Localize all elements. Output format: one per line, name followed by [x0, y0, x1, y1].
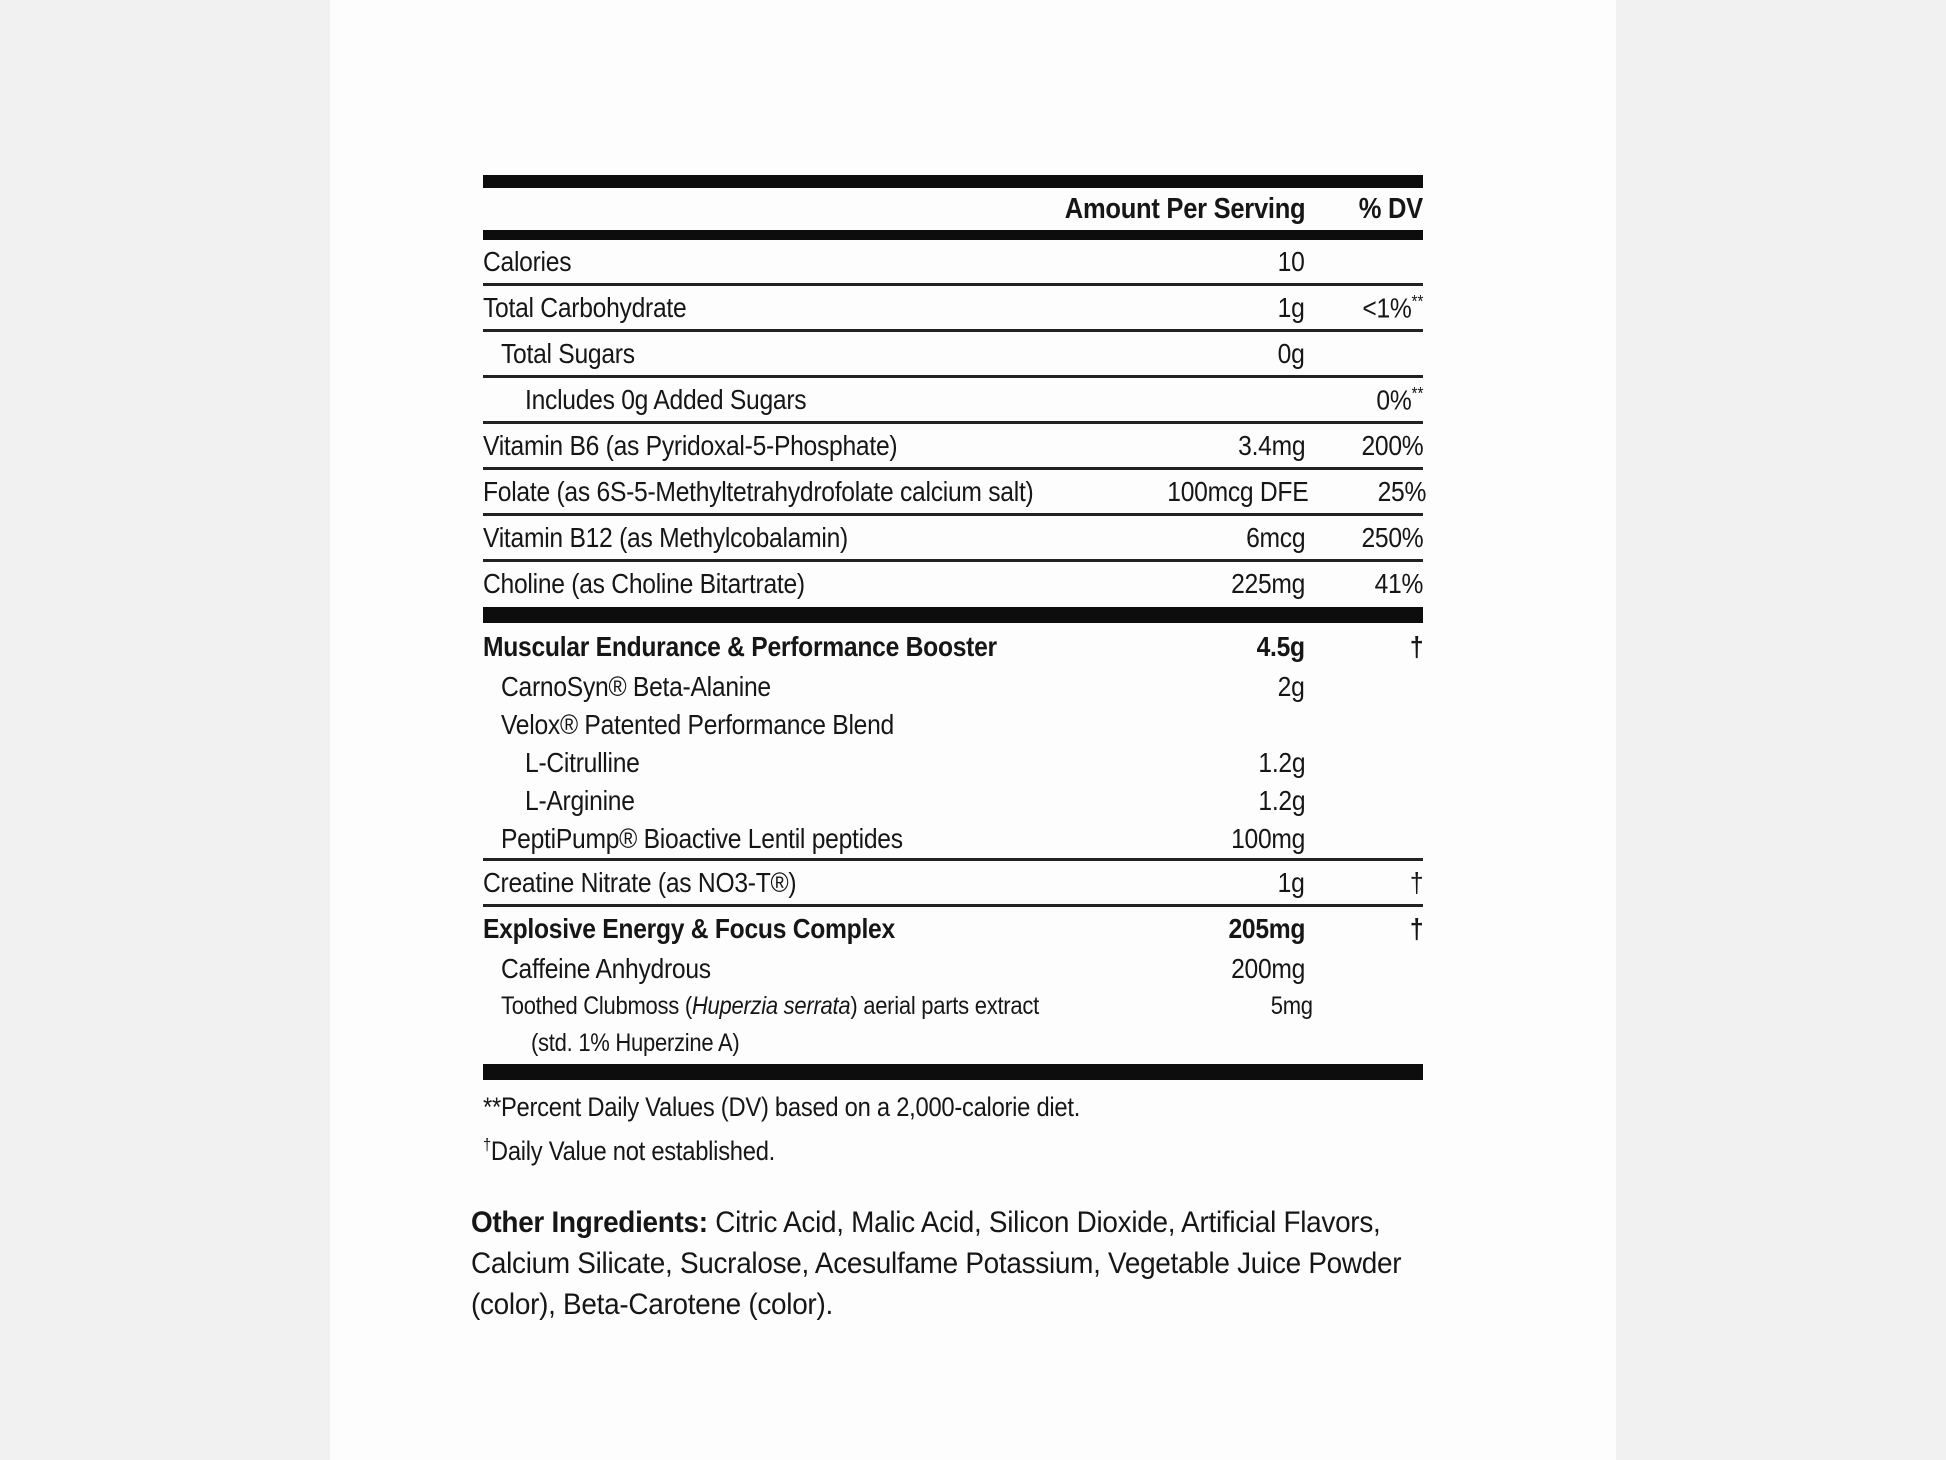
fact-amount: 4.5g [1256, 630, 1305, 662]
fact-dv [1312, 992, 1430, 1021]
fact-dv: 250% [1361, 521, 1423, 553]
fact-dv [1305, 823, 1423, 855]
fact-row [483, 424, 1423, 467]
section-bar [483, 607, 1423, 623]
fact-dv: 25% [1378, 475, 1427, 507]
fact-dv: <1%** [1361, 290, 1423, 324]
fact-row [483, 286, 1423, 329]
footnote-daily-values [483, 1089, 1423, 1126]
fact-row [483, 861, 1423, 904]
double-asterisk-marker: ** [483, 1092, 501, 1122]
fact-label: PeptiPump® Bioactive Lentil peptides [501, 823, 903, 854]
fact-dv: † [1409, 630, 1423, 662]
amount-column-header: Amount Per Serving [1064, 192, 1305, 225]
footnote-daily-values-body: Percent Daily Values (DV) based on a 2,000-calorie diet. [500, 1092, 1081, 1122]
fact-label: Velox® Patented Performance Blend [501, 709, 894, 740]
fact-row [483, 562, 1423, 605]
fact-label: Vitamin B6 (as Pyridoxal-5-Phosphate) [483, 429, 898, 461]
fact-dv [1305, 338, 1423, 370]
fact-amount [1105, 1029, 1305, 1058]
fact-row [483, 1025, 1423, 1062]
footnote-dv-not-established [483, 1126, 1423, 1170]
footnote-dv-not-established-text [483, 1126, 775, 1170]
fact-amount: 200mg [1230, 953, 1305, 984]
facts-rows [483, 240, 1427, 1080]
fact-amount: 1g [1278, 866, 1305, 898]
fact-dv [1305, 785, 1423, 817]
fact-dv [1305, 671, 1423, 703]
fact-amount: 1.2g [1258, 785, 1305, 816]
other-ingredients-text [471, 1202, 1457, 1325]
footnote-dv-not-established-body: Daily Value not established. [490, 1136, 776, 1166]
fact-row [483, 744, 1423, 782]
fact-label: Toothed Clubmoss (Huperzia serrata) aerial parts extract [501, 992, 1039, 1020]
fact-row [483, 706, 1423, 744]
fact-row [483, 820, 1423, 858]
fact-label: Vitamin B12 (as Methylcobalamin) [483, 521, 848, 553]
header-divider-bar [483, 230, 1423, 240]
fact-label: Total Carbohydrate [483, 291, 687, 323]
dv-column-header: % DV [1358, 192, 1423, 225]
fact-label: Calories [483, 245, 572, 277]
other-ingredients-list: Citric Acid, Malic Acid, Silicon Dioxide, Artificial Flavors, Calcium Silicate, Sucralose, Acesulfame Potassium, Vegetable Juice Powder (color), Beta-Carotene (color). [471, 1206, 1402, 1321]
fact-row [483, 907, 1423, 950]
fact-amount: 6mcg [1245, 521, 1305, 553]
fact-amount: 225mg [1230, 567, 1305, 599]
fact-row [483, 668, 1423, 706]
fact-row [483, 782, 1423, 820]
fact-amount: 3.4mg [1237, 429, 1305, 461]
fact-amount: 1.2g [1258, 747, 1305, 778]
dv-column-header-cell [1305, 193, 1423, 226]
fact-dv [1305, 1029, 1423, 1058]
fact-amount [1105, 709, 1305, 741]
facts-header-row [483, 188, 1423, 230]
fact-row [483, 378, 1423, 421]
fact-dv [1305, 246, 1423, 278]
fact-row [483, 516, 1423, 559]
fact-amount: 0g [1278, 337, 1305, 369]
fact-dv: 200% [1361, 429, 1423, 461]
footnote-daily-values-text [483, 1089, 1080, 1126]
supplement-facts-label [471, 175, 1427, 1325]
fact-label: (std. 1% Huperzine A) [531, 1029, 740, 1057]
fact-dv [1305, 747, 1423, 779]
fact-row [483, 470, 1427, 513]
fact-row [483, 625, 1423, 668]
other-ingredients [471, 1202, 1471, 1325]
fact-label: Explosive Energy & Focus Complex [483, 912, 895, 944]
fact-dv: † [1409, 912, 1423, 944]
fact-amount: 5mg [1270, 992, 1313, 1020]
fact-amount: 100mg [1230, 823, 1305, 854]
fact-row [483, 240, 1423, 283]
fact-amount: 205mg [1228, 912, 1305, 944]
fact-amount: 10 [1278, 245, 1305, 277]
fact-row [483, 988, 1423, 1025]
fact-label: Choline (as Choline Bitartrate) [483, 567, 805, 599]
fact-label: L-Citrulline [525, 747, 640, 778]
dagger-marker: † [483, 1135, 491, 1154]
fact-amount: 100mcg DFE [1167, 475, 1309, 507]
fact-row [483, 950, 1423, 988]
fact-amount [1105, 384, 1305, 416]
fact-dv: 41% [1374, 567, 1423, 599]
fact-dv [1305, 709, 1423, 741]
fact-label: Total Sugars [501, 337, 635, 369]
fact-dv: † [1409, 866, 1423, 898]
fact-label: Creatine Nitrate (as NO3-T®) [483, 866, 797, 898]
fact-label: CarnoSyn® Beta-Alanine [501, 671, 771, 702]
fact-dv: 0%** [1376, 382, 1423, 416]
fact-label: Caffeine Anhydrous [501, 953, 711, 984]
fact-label: Folate (as 6S-5-Methyltetrahydrofolate calcium salt) [483, 475, 1034, 507]
other-ingredients-lead: Other Ingredients: [471, 1206, 708, 1239]
fact-dv [1305, 953, 1423, 985]
fact-amount: 2g [1278, 671, 1305, 702]
footnotes [483, 1089, 1423, 1170]
fact-row [483, 332, 1423, 375]
table-top-bar [483, 175, 1423, 188]
fact-label: Includes 0g Added Sugars [525, 383, 807, 415]
section-bar [483, 1064, 1423, 1080]
fact-label: Muscular Endurance & Performance Booster [483, 630, 997, 662]
fact-label: L-Arginine [525, 785, 635, 816]
fact-amount: 1g [1278, 291, 1305, 323]
